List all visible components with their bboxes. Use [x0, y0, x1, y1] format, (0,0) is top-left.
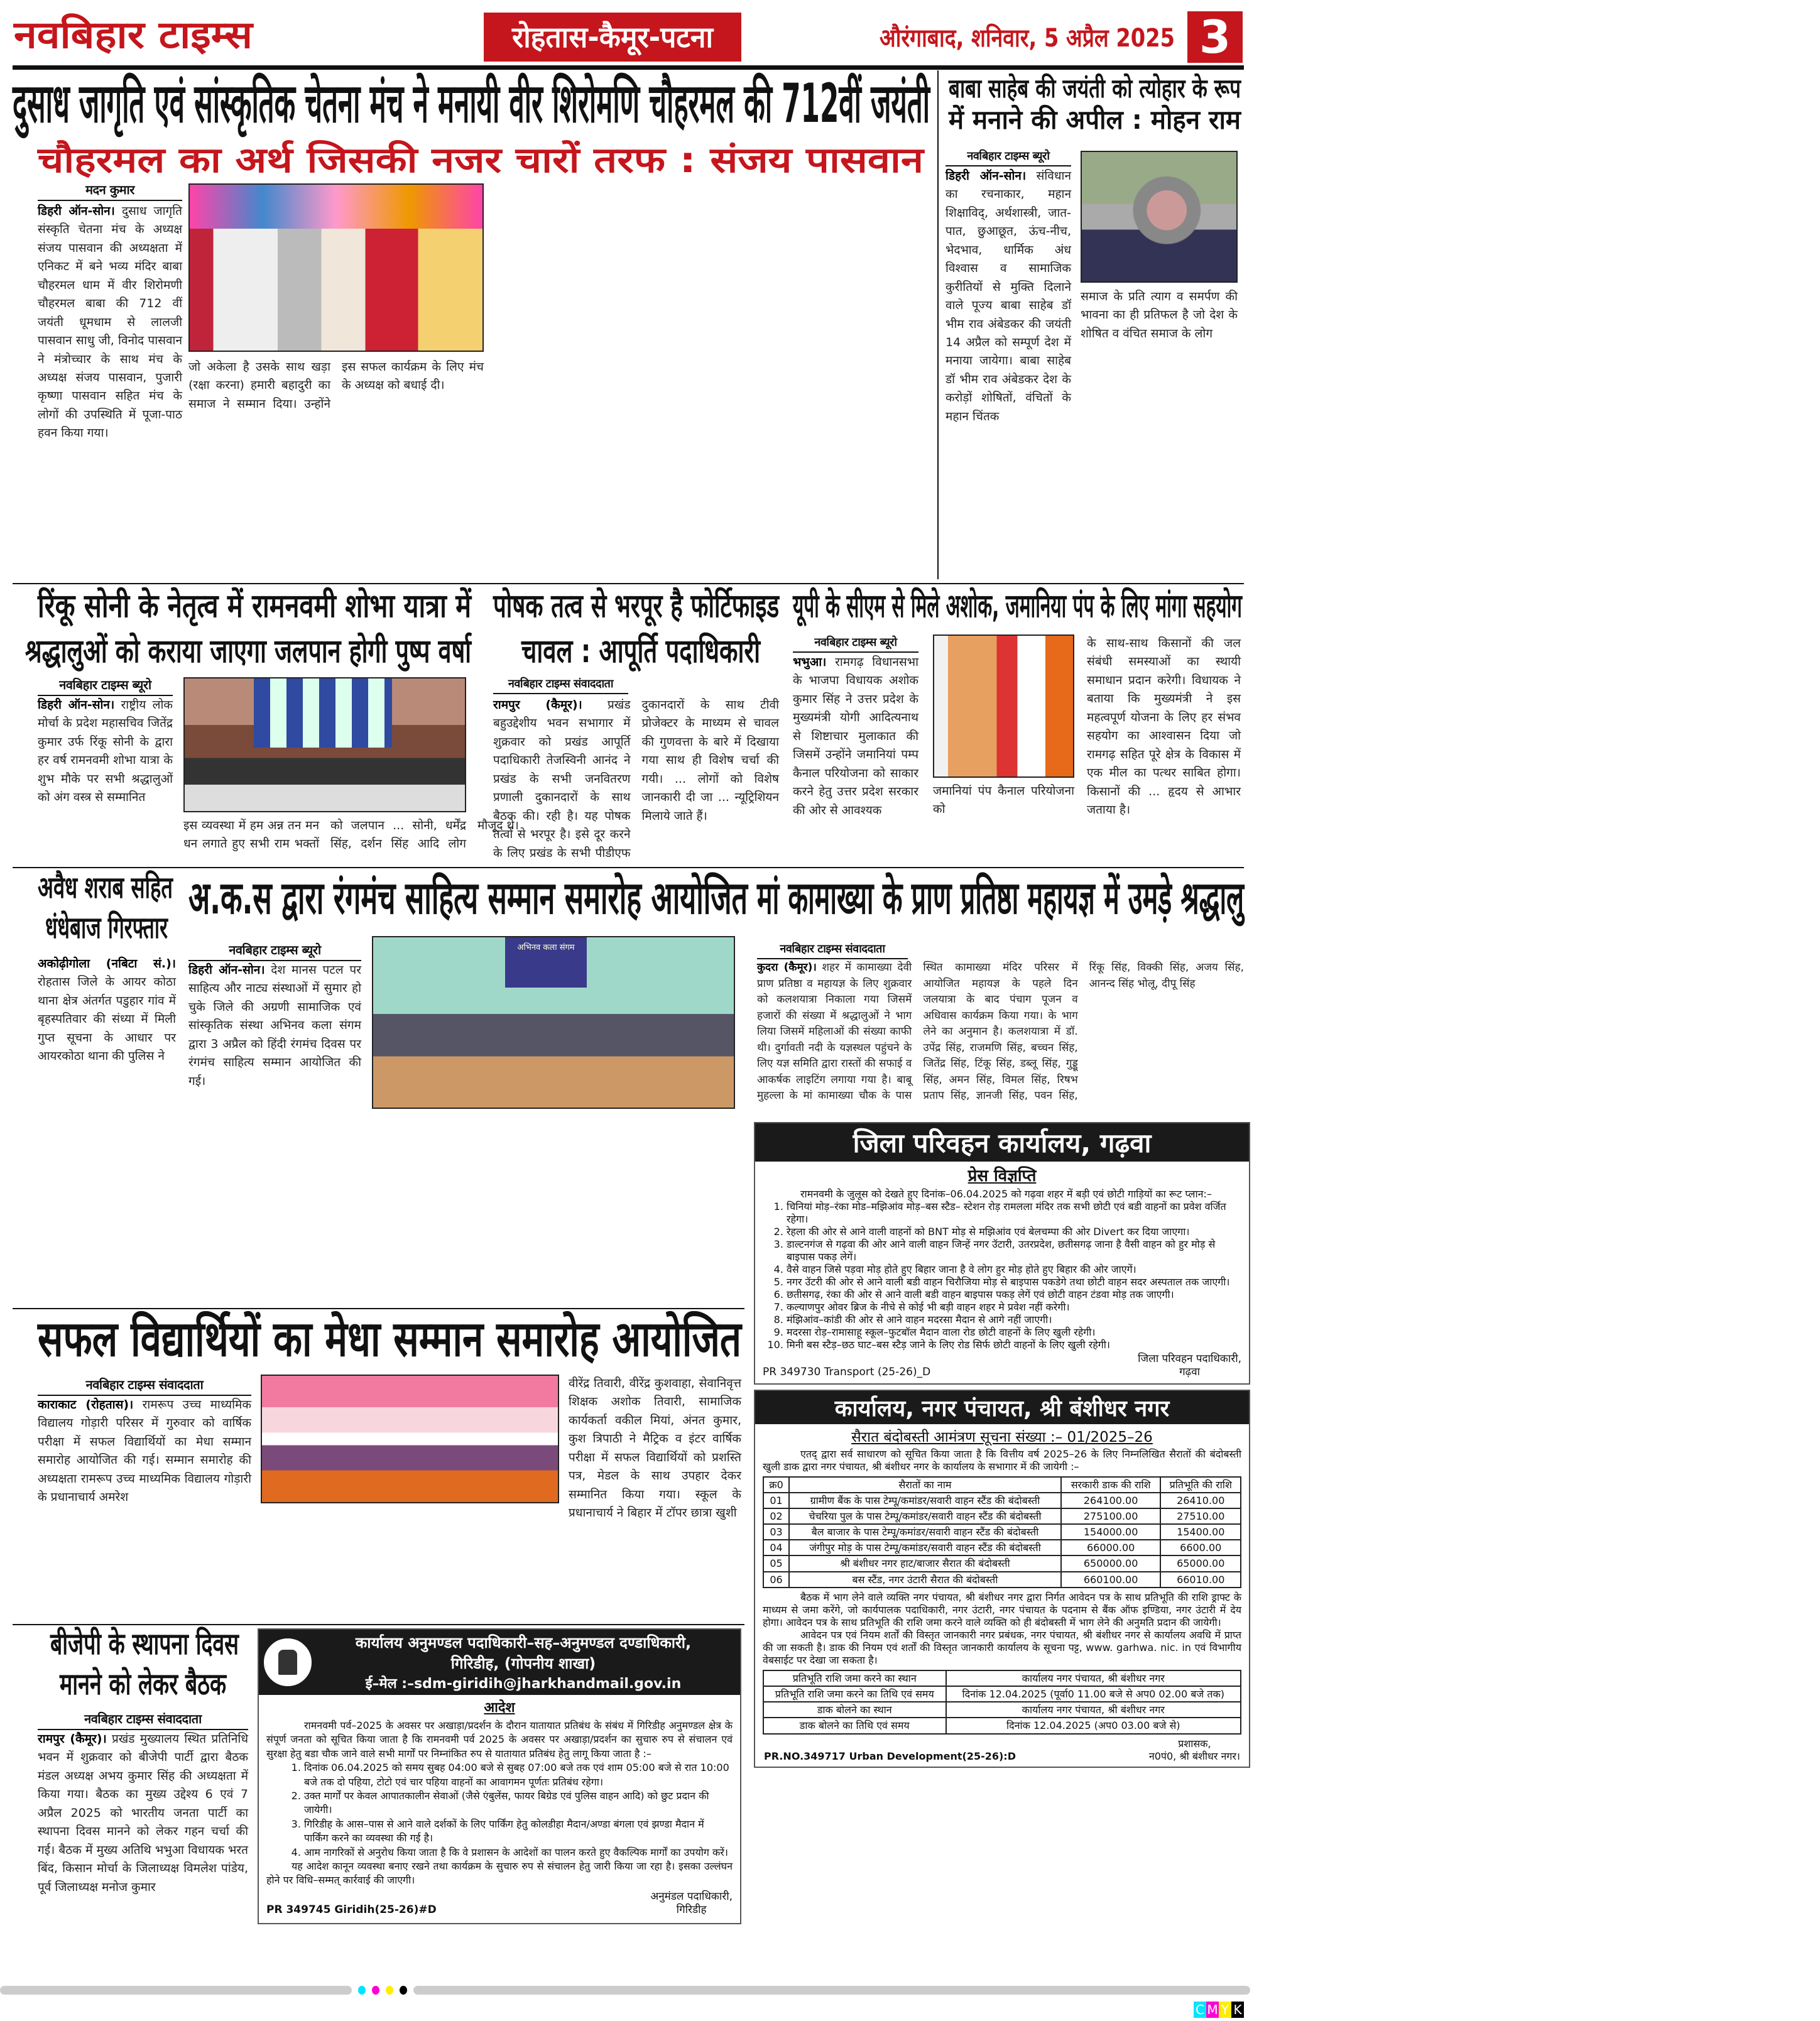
- row-rule: [13, 1308, 744, 1309]
- upcm-photo: [933, 635, 1074, 778]
- masthead-rule: [13, 65, 1244, 70]
- bjp-headline-line1: बीजेपी के स्थापना दिवस: [50, 1626, 239, 1662]
- page-number-box: [1187, 11, 1243, 63]
- upcm-headline: यूपी के सीएम से मिले अशोक, जमानिया पंप के लिए मांगा सहयोग: [793, 587, 1242, 625]
- panchayat-pr-number: PR.NO.349717 Urban Development(25-26):D: [764, 1750, 1016, 1762]
- cell: दिनांक 12.04.2025 (पूर्वा0 11.00 बजे से अप0 02.00 बजे तक): [946, 1686, 1241, 1702]
- rinku-body-continued: इस व्यवस्था में हम अन्न तन मन धन लगाते हुए सभी राम भक्तों को जलपान ... सोनी, धर्मेंद्र सिंह, दर्शन सिंह आदि लोग मौजूद थे।: [183, 819, 519, 851]
- panchayat-para1: बैठक में भाग लेने वाले व्यक्ति नगर पंचायत, श्री बंशीधर नगर द्वारा निर्गत आवेदन पत्र के साथ प्रतिभूति की राशि ड्राफ्ट के माध्यम से जमा करेंगे, जो कार्यपालक पदाधिकारी, नगर उंटारी, नगर पंचायत के पदनाम से बैंक ऑफ इण्डिया, नगर उंटारी में देय होगा। आवेदन पत्र के साथ प्रतिभूति की राशि जमा करने वाले व्यक्ति को ही बंदोबस्ती में भाग लेने की अनुमति प्रदान की जायेगी।: [763, 1591, 1241, 1628]
- panchayat-signatory: प्रशासक,: [1178, 1737, 1211, 1750]
- upcm-body: भभुआ। रामगढ़ विधानसभा के भाजपा विधायक अशोक कुमार सिंह ने उत्तर प्रदेश के मुख्यमंत्री योगी आदित्यनाथ से शिष्टाचार मुलाकात की जिसमें उन्होंने जमानियां पम्प कैनाल परियोजना को साकार करने हेतु उत्तर प्रदेश सरकार की ओर से आवश्यक: [793, 655, 919, 817]
- registration-dot: [372, 1986, 379, 1995]
- route-item: 4. वैसे वाहन जिसे पड़वा मोड़ होते हुए बिहार जाना है वे लोग हुर मोड़ होते हुए बिहार की ओर जाएगें।: [787, 1263, 1240, 1276]
- route-item: 5. नगर उॅटरी की ओर से आने वाली बडी वाहन चिरौजिया मोड़ से बाइपास पकडेगे तथा छोटी वाहन सदर अस्पताल तक जाएगी।: [787, 1276, 1240, 1288]
- giridih-title: आदेश: [484, 1700, 515, 1716]
- lead-subheadline: चौहरमल का अर्थ जिसकी नजर चारों तरफ : संजय पासवान: [38, 140, 924, 181]
- table-row: [763, 1555, 1241, 1571]
- order-item: 4. आम नागरिकों से अनुरोध किया जाता है कि वे प्रशासन के आदेशों का पालन करते हुए वैकल्पिक मार्गों का उपयोग करें।: [304, 1846, 731, 1860]
- liquor-headline-line2: धंधेबाज गिरफ्तार: [45, 910, 168, 945]
- row-rule: [13, 1624, 744, 1625]
- route-item: 9. मदरसा रोड़–रामासाहू स्कूल–फुटबॉल मैदान वाला रोड छोटी वाहनों के लिए खुली रहेगी।: [787, 1326, 1240, 1339]
- ambedkar-byline: नवबिहार टाइम्स ब्यूरो: [945, 148, 1071, 166]
- students-headline: सफल विद्यार्थियों का मेधा सम्मान समारोह आयोजित: [38, 1311, 741, 1368]
- cell: 06: [763, 1572, 789, 1588]
- jharkhand-seal-icon: [264, 1638, 312, 1686]
- fortified-headline-line1: पोषक तत्व से भरपूर है फोर्टिफाइड: [493, 587, 779, 625]
- theatre-body: डिहरी ऑन-सोन। देश मानस पटल पर साहित्य और नाट्य संस्थाओं में सुमार हो चुके जिले की अग्रणी सामाजिक एवं सांस्कृतिक संस्था अभिनव कला संगम द्वारा 3 अप्रैल को हिंदी रंगमंच दिवस पर रंगमंच साहित्य सम्मान आयोजित की गई।: [188, 963, 361, 1088]
- cell: प्रतिभूति राशि जमा करने का तिथि एवं समय: [763, 1686, 946, 1702]
- cell: 15400.00: [1160, 1524, 1241, 1540]
- kamakhya-headline: मां कामाख्या के प्राण प्रतिष्ठा महायज्ञ में उमड़े श्रद्धालु: [757, 871, 1244, 924]
- cell: श्री बंशीधर नगर हाट/बाजार सैरात की बंदोबस्ती: [789, 1555, 1061, 1571]
- table-row: [763, 1702, 1241, 1718]
- masthead-logo: नवबिहार टाइम्स: [14, 13, 253, 57]
- column-divider: [937, 70, 939, 579]
- edition-label: रोहतास-कैमूर-पटना: [512, 19, 713, 54]
- theatre-headline: अ.क.स द्वारा रंगमंच साहित्य सम्मान समारोह आयोजित: [188, 871, 748, 924]
- giridih-notice: [258, 1628, 741, 1924]
- cmyk-k: K: [1231, 2002, 1244, 2018]
- cell: कार्यालय नगर पंचायत, श्री बंशीधर नगर: [946, 1670, 1241, 1686]
- registration-dot: [358, 1986, 366, 1995]
- students-photo: [261, 1375, 559, 1503]
- cmyk-m: M: [1207, 2002, 1218, 2017]
- fortified-headline-line2: चावल : आपूर्ति पदाधिकारी: [521, 633, 760, 670]
- registration-bar: [0, 1985, 1250, 1995]
- col-security-amount: प्रतिभूति की राशि: [1160, 1477, 1241, 1493]
- table-header-row: [763, 1477, 1241, 1493]
- cell: कार्यालय नगर पंचायत, श्री बंशीधर नगर: [946, 1702, 1241, 1718]
- cell: ग्रामीण बैंक के पास टेम्पू/कमांडर/सवारी वाहन स्टैंड की बंदोबस्ती: [789, 1493, 1061, 1508]
- cell: जंगीपुर मोड़ के पास टेम्पू/कमांडर/सवारी वाहन स्टैंड की बंदोबस्ती: [789, 1540, 1061, 1555]
- kamakhya-body: कुदरा (कैमूर)। शहर में कामाख्या देवी प्राण प्रतिष्ठा व महायज्ञ के लिए शुक्रवार को कलशयात्रा निकाला गया जिसमें हजारों की संख्या में श्रद्धालुओं ने भाग लिया जिसमें महिलाओं की संख्या काफी थी। दुर्गावती नदी के यज्ञस्थल पहुंचने के लिए यज्ञ समिति द्वारा रास्तों की सफाई व आकर्षक लाइटिंग लगाया गया है। बाबू मुहल्ला के मां कामाख्या चौक के पास स्थित कामाख्या मंदिर परिसर में आयोजित महायज्ञ के पहले दिन जलयात्रा के बाद पंचाग पूजन व अधिवास कार्यक्रम किया गया। के भाग लेने का अनुमान है। कलशयात्रा में डॉ. उपेंद्र सिंह, राजमणि सिंह, बच्चन सिंह, जितेंद्र सिंह, टिंकू सिंह, डब्लू सिंह, गुड्डू सिंह, अमन सिंह, विमल सिंह, रिषभ प्रताप सिंह, ज्ञानजी सिंह, पवन सिंह, रिंकू सिंह, विक्की सिंह, अजय सिंह, आनन्द सिंह भोलू, दीपू सिंह: [757, 961, 1244, 1102]
- cell: 154000.00: [1061, 1524, 1161, 1540]
- transport-notice: [754, 1122, 1250, 1385]
- cell: 05: [763, 1555, 789, 1571]
- table-row: [763, 1686, 1241, 1702]
- giridih-intro: रामनवमी पर्व–2025 के अवसर पर अखाड़ा/प्रदर्शन के दौरान यातायात प्रतिबंध के संबंध में गिरिडीह अनुमण्डल क्षेत्र के संपूर्ण जनता को सूचित किया जाता है कि रामनवमी पर्व 2025 के अवसर पर अखाड़ा/प्रदर्शन का सुचारु रुप से संचालन एवं सुरक्षा हेतु बडा चौक जाने वाले सभी मार्गों पर निम्नांकित रुप से यातायात प्रतिबंध हेतु लागू किया जाता है :–: [266, 1719, 733, 1760]
- cell: 275100.00: [1061, 1508, 1161, 1524]
- route-item: 8. मंझिआंव–कांडी की ओर से आने वाहन मदरसा मैदान से आगे नहीं जाएगी।: [787, 1314, 1240, 1326]
- lead-headline: दुसाध जागृति एवं सांस्कृतिक चेतना मंच ने मनायी वीर शिरोमणि चौहरमल की 712वीं जयंती: [13, 72, 930, 135]
- bjp-body: रामपुर (कैमूर)। प्रखंड मुख्यालय स्थित प्रतिनिधि भवन में शुक्रवार को बीजेपी पार्टी द्वारा बैठक मंडल अध्यक्ष अभय कुमार सिंह की अध्यक्षता में किया गया। बैठक का मुख्य उद्देश्य 6 एवं 7 अप्रैल 2025 को भारतीय जनता पार्टी का स्थापना दिवस मानने को लेकर गहन चर्चा की गई। बैठक में मुख्य अतिथि भभुआ विधायक भरत बिंद, किसान मोर्चा के जिलाध्यक्ष विमलेश पांडेय, पूर्व जिलाध्यक्ष मनोज कुमार: [38, 1732, 249, 1894]
- ambedkar-photo: [1081, 151, 1238, 283]
- bjp-byline: नवबिहार टाइम्स संवाददाता: [38, 1710, 248, 1730]
- rinku-body: डिहरी ऑन-सोन। राष्ट्रीय लोक मोर्चा के प्रदेश महासचिव जितेंद्र कुमार उर्फ रिंकू सोनी के द्वारा हर वर्ष रामनवमी शोभा यात्रा के शुभ मौके पर सभी श्रद्धालुओं को अंग वस्त्र से सम्मानित: [38, 698, 173, 805]
- col-reserve-amount: सरकारी डाक की राशि: [1061, 1477, 1161, 1493]
- cell: 01: [763, 1493, 789, 1508]
- lead-body: डिहरी ऑन-सोन। दुसाध जागृति संस्कृति चेतना मंच के अध्यक्ष संजय पासवान की अध्यक्षता में एनिकट में बने भव्य मंदिर बाबा चौहरमल धाम में वीर शिरोमणी चौहरमल बाबा की 712 वीं जयंती धूमधाम से लालजी पासवान साधु जी, विनोद पासवान ने मंत्रोच्चार के साथ मंच के अध्यक्ष संजय पासवान, पुजारी कृष्णा पासवान सहित मंच के लोगों की उपस्थिति में पूजा-पाठ हवन किया गया।: [38, 204, 182, 440]
- cell: 66000.00: [1061, 1540, 1161, 1555]
- table-row: [763, 1572, 1241, 1588]
- giridih-email: ई–मेल :–sdm-giridih@jharkhandmail.gov.in: [365, 1676, 682, 1692]
- panchayat-intro: एतद् द्वारा सर्व साधारण को सूचित किया जाता है कि वित्तीय वर्ष 2025–26 के लिए निम्नलिखित सैरातों की बंदोबस्ती खुली डाक द्वारा नगर पंचायत, श्री बंशीधर नगर के कार्यालय के सभागार में की जायेगी :–: [763, 1447, 1241, 1473]
- fortified-body: रामपुर (कैमूर)। प्रखंड बहुउद्देशीय भवन सभागार में शुक्रवार को प्रखंड आपूर्ति पदाधिकारी तेजस्विनी आनंद ने प्रखंड के सभी जनवितरण प्रणाली दुकानदारों के साथ बैठक की। रही है। यह पोषक तत्वों से भरपूर है। इसे दूर करने के लिए प्रखंड के सभी पीडीएफ दुकानदारों के साथ टीवी प्रोजेक्टर के माध्यम से चावल की गुणवत्ता के बारे में दिखाया गया साथ ही विशेष चर्चा की गयी। ... लोगों को विशेष जानकारी दी जा ... न्यूट्रिशियन मिलाये जाते हैं।: [493, 698, 779, 860]
- cell: चेचरिया पुल के पास टेम्पू/कमांडर/सवारी वाहन स्टैंड की बंदोबस्ती: [789, 1508, 1061, 1524]
- rinku-headline-line2: श्रद्धालुओं को कराया जाएगा जलपान होगी पुष्प वर्षा: [25, 633, 471, 670]
- table-row: [763, 1508, 1241, 1524]
- order-item: 3. गिरिडीह के आस–पास से आने वाले दर्शकों के लिए पार्किंग हेतु कोलडीहा मैदान/अण्डा बंगला एवं झण्डा मैदान में पार्किंग करने का व्यवस्था की गई है।: [304, 1817, 731, 1846]
- panchayat-title: सैरात बंदोबस्ती आमंत्रण सूचना संख्या :– 01/2025–26: [851, 1429, 1153, 1446]
- cell: 02: [763, 1508, 789, 1524]
- settlement-table: [763, 1476, 1241, 1588]
- route-item: 3. डाल्टनगंज से गढ़वा की ओर आने वाली वाहन जिन्हें नगर उॅटारी, उतरप्रदेश, छतीसगढ़ जाना है वैसी वाहन को हुर मोड़ से बाइपास पकड़ लेगें।: [787, 1238, 1240, 1263]
- cell: दिनांक 12.04.2025 (अप0 03.00 बजे से): [946, 1718, 1241, 1733]
- liquor-headline-line1: अवैध शराब सहित: [38, 870, 173, 905]
- route-item: 10. मिनी बस स्टैड़–छठ घाट–बस स्टैड़ जाने के लिए रोड सिर्फ छोटी वाहनों के लिए खुली रहेगी।: [787, 1339, 1240, 1351]
- cell: 04: [763, 1540, 789, 1555]
- theatre-banner: अभिनव कला संगम: [505, 937, 587, 988]
- kamakhya-byline: नवबिहार टाइम्स संवाददाता: [757, 941, 908, 959]
- liquor-body: अकोढ़ीगोला (नबिटा सं.)। रोहतास जिले के आयर कोठा थाना क्षेत्र अंतर्गत पडुहार गांव में बृहस्पतिवार की संध्या में मिली गुप्त सूचना के आधार पर आयरकोठा थाना की पुलिस ने: [38, 957, 176, 1064]
- upcm-body-continued: के साथ-साथ किसानों की जल संबंधी समस्याओं का स्थायी समाधान प्रदान करेगी। विधायक ने बताया कि मुख्यमंत्री ने इस महत्वपूर्ण योजना के लिए हर संभव सहयोग का आश्वासन दिया जो रामगढ़ सहित पूरे क्षेत्र के विकास में एक मील का पत्थर साबित होगा। किसानों की ... हृदय से आभार जताया है।: [1087, 636, 1241, 817]
- panchayat-para2: आवेदन पत्र एवं नियम शर्तों की विस्तृत जानकारी नगर प्रबंधक, नगर पंचायत, श्री बंशीधर नगर से कार्यालय अवधि में प्राप्त की जा सकती है। डाक की नियम एवं शर्तों की विस्तृत जानकारी कार्यालय के सूचना पट्ट, www. garhwa. nic. in एवं विभागीय वेबसाईट पर देखा जा सकता है।: [763, 1628, 1241, 1666]
- right-notices-column: [754, 1122, 1250, 1768]
- giridih-signatory: अनुमंडल पदाधिकारी,: [650, 1890, 733, 1903]
- ambedkar-headline: बाबा साहेब की जयंती को त्योहार के रूप में मनाने की अपील : मोहन राम: [949, 73, 1241, 136]
- theatre-byline: नवबिहार टाइम्स ब्यूरो: [188, 941, 361, 961]
- table-row: [763, 1524, 1241, 1540]
- table-row: [763, 1493, 1241, 1508]
- page-number: 3: [1199, 11, 1231, 63]
- fortified-byline: नवबिहार टाइम्स संवाददाता: [493, 676, 628, 694]
- cell: 660100.00: [1061, 1572, 1161, 1588]
- panchayat-notice: [754, 1390, 1250, 1768]
- cell: 03: [763, 1524, 789, 1540]
- lead-body-continued: जो अकेला है उसके साथ खड़ा (रक्षा करना) हमारी बहादुरी का समाज ने सम्मान दिया। उन्होंने इस सफल कार्यक्रम के लिए मंच के अध्यक्ष को बधाई दी।: [188, 360, 484, 411]
- row-rule: [13, 583, 1244, 584]
- students-body-continued: वीरेंद्र तिवारी, वीरेंद्र कुशवाहा, सेवानिवृत्त शिक्षक अशोक तिवारी, सामाजिक कार्यकर्ता वकील मियां, अंनत कुमार, कुश त्रिपाठी ने मैट्रिक व इंटर वार्षिक परीक्षा में सफल विद्यार्थियों को प्रशस्ति पत्र, मेडल के साथ उपहार देकर सम्मानित किया गया। स्कूल के प्रधानाचार्य ने बिहार में टॉपर छात्रा खुशी: [569, 1376, 741, 1520]
- giridih-closing: यह आदेश कानून व्यवस्था बनाए रखने तथा कार्यक्रम के सुचारु रुप से संचालन हेतु जारी किया जा रहा है। इसका उल्लंघन होने पर विधि–सम्मत् कार्रवाई की जाएगी।: [266, 1860, 733, 1887]
- cell: 65000.00: [1160, 1555, 1241, 1571]
- order-item: 2. उक्त मार्गों पर केवल आपातकालीन सेवाओं (जैसे एंबुलेंस, फायर बिग्रेड एवं पुलिस वाहन आदि) को छुट प्रदान की जायेगी।: [304, 1789, 731, 1817]
- ambedkar-body-continued: समाज के प्रति त्याग व समर्पण की भावना का ही प्रतिफल है जो देश के शोषित व वंचित समाज के लोग: [1081, 290, 1238, 340]
- cell: बैल बाजार के पास टेम्पू/कमांडर/सवारी वाहन स्टैंड की बंदोबस्ती: [789, 1524, 1061, 1540]
- cell: 6600.00: [1160, 1540, 1241, 1555]
- theatre-photo: [372, 936, 735, 1109]
- registration-dot: [400, 1986, 407, 1995]
- transport-route-list: [755, 1201, 1249, 1351]
- table-row: [763, 1670, 1241, 1686]
- cell: डाक बोलने का तिथि एवं समय: [763, 1718, 946, 1733]
- cell: 27510.00: [1160, 1508, 1241, 1524]
- panchayat-office: कार्यालय, नगर पंचायत, श्री बंशीधर नगर: [755, 1391, 1249, 1424]
- route-item: 7. कल्याणपुर ओवर ब्रिज के नीचे से कोई भी बड़ी वाहन शहर मे प्रवेश नहीं करेगी।: [787, 1301, 1240, 1314]
- giridih-office-line2: गिरिडीह, (गोपनीय शाखा): [450, 1655, 596, 1672]
- lead-byline: मदन कुमार: [38, 181, 182, 201]
- students-byline: नवबिहार टाइम्स संवाददाता: [38, 1376, 251, 1396]
- rinku-byline: नवबिहार टाइम्स ब्यूरो: [38, 676, 173, 696]
- students-body: काराकाट (रोहतास)। रामरूप उच्च माध्यमिक विद्यालय गोड़ारी परिसर में गुरुवार को वार्षिक परीक्षा में सफल विद्यार्थियों का मेधा सम्मान समारोह आयोजित की गई। सम्मान समारोह की अध्यक्षता रामरूप उच्च माध्यमिक विद्यालय गोड़ारी के प्रधानाचार्य अमरेश: [38, 1398, 251, 1505]
- cell: 264100.00: [1061, 1493, 1161, 1508]
- cell: प्रतिभूति राशि जमा करने का स्थान: [763, 1670, 946, 1686]
- ambedkar-body: डिहरी ऑन-सोन। संविधान का रचनाकार, महान शिक्षाविद्, अर्थशास्त्री, जात- पात, छुआछूत, ऊंच-नीच, भेदभाव, धार्मिक अंध विश्वास व सामाजिक कुरीतियों से मुक्ति दिलाने वाले पूज्य बाबा साहेब डॉ भीम राव अंबेडकर की जयंती 14 अप्रैल को सम्पूर्ण देश में मनाया जायेगा। बाबा साहेब डॉ भीम राव अंबेडकर देश के करोड़ों शोषितों, वंचितों के महान चिंतक: [945, 169, 1071, 423]
- cell: 66010.00: [1160, 1572, 1241, 1588]
- cell: 650000.00: [1061, 1555, 1161, 1571]
- transport-office: जिला परिवहन कार्यालय, गढ़वा: [755, 1123, 1249, 1162]
- lead-photo: [188, 183, 484, 352]
- giridih-office-line1: कार्यालय अनुमण्डल पदाधिकारी–सह–अनुमण्डल दण्डाधिकारी,: [355, 1634, 692, 1652]
- table-row: [763, 1540, 1241, 1555]
- route-item: 1. चिनियां मोड़–रंका मोड–मझिआंव मोड़–बस स्टैड– स्टेशन रोड़ रामलला मंदिर तक सभी छोटी एवं बडी वाहनों का प्रवेश वर्जित रहेगा।: [787, 1201, 1240, 1226]
- edition-banner: [484, 13, 741, 62]
- giridih-pr-number: PR 349745 Giridih(25-26)#D: [266, 1903, 437, 1916]
- cell: बस स्टैंड, नगर उंटारी सैरात की बंदोबस्ती: [789, 1572, 1061, 1588]
- bjp-headline-line2: मानने को लेकर बैठक: [60, 1667, 226, 1702]
- registration-dot: [386, 1986, 393, 1995]
- upcm-caption: जमानियां पंप कैनाल परियोजना को: [933, 784, 1074, 817]
- upcm-byline: नवबिहार टाइम्स ब्यूरो: [793, 635, 918, 653]
- giridih-order-list: [259, 1761, 740, 1860]
- route-item: 2. रेहला की ओर से आने वाली वाहनों को BNT मोड़ से मझिआंव एवं बेलचम्पा की ओर Divert कर दिया जाएगा।: [787, 1226, 1240, 1238]
- order-item: 1. दिनांक 06.04.2025 को समय सुबह 04:00 बजे से सुबह 07:00 बजे तक एवं शाम 05:00 बजे से रात 10:00 बजे तक दो पहिया, टोटो एवं चार पहिया वाहनों का आवागमन पूर्णतः प्रतिबंध रहेगा।: [304, 1761, 731, 1789]
- route-item: 6. छतीसगढ़, रंका की ओर से आने वाली बडी वाहन बाइपास पकड़ लेगें एवं छोटी वाहन टंडवा मोड़ तक जाएगी।: [787, 1288, 1240, 1301]
- cell: 26410.00: [1160, 1493, 1241, 1508]
- cell: डाक बोलने का स्थान: [763, 1702, 946, 1718]
- cmyk-strip: [1194, 2002, 1244, 2018]
- transport-pr-number: PR 349730 Transport (25-26)_D: [763, 1366, 931, 1379]
- rinku-photo: [183, 677, 466, 812]
- col-name: सैरातों का नाम: [789, 1477, 1061, 1493]
- row-rule: [13, 867, 1244, 868]
- rinku-headline-line1: रिंकू सोनी के नेतृत्व में रामनवमी शोभा यात्रा में: [38, 587, 471, 625]
- transport-title: प्रेस विज्ञप्ति: [967, 1167, 1037, 1185]
- dateline: औरंगाबाद, शनिवार, 5 अप्रैल 2025: [880, 24, 1175, 53]
- transport-signatory-place: गढ़वा: [1179, 1366, 1201, 1379]
- col-serial: क्र0: [763, 1477, 789, 1493]
- giridih-signatory-place: गिरिडीह: [676, 1903, 707, 1916]
- transport-intro: रामनवमी के जुलूस को देखते हुए दिनांक–06.04.2025 को गढ़वा शहर में बड़ी एवं छोटी गाड़ियों का रूट प्लान:–: [800, 1188, 1212, 1200]
- cmyk-y: Y: [1219, 2002, 1231, 2018]
- cmyk-c: C: [1194, 2002, 1206, 2018]
- transport-signatory: जिला परिवहन पदाधिकारी,: [1138, 1353, 1241, 1365]
- table-row: [763, 1718, 1241, 1733]
- schedule-table: [763, 1670, 1241, 1735]
- panchayat-signatory-place: न0पं0, श्री बंशीधर नगर।: [1148, 1750, 1240, 1762]
